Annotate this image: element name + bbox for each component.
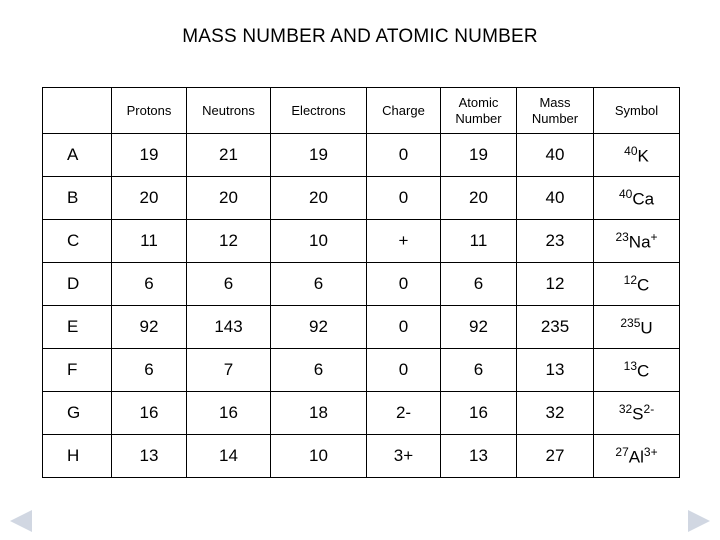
cell-charge: 3+: [367, 435, 441, 478]
cell-electrons: 6: [271, 349, 367, 392]
row-label: A: [43, 134, 112, 177]
cell-electrons: 18: [271, 392, 367, 435]
cell-mass: 13: [517, 349, 594, 392]
cell-atomic: 20: [441, 177, 517, 220]
row-label: C: [43, 220, 112, 263]
header-charge: Charge: [367, 88, 441, 134]
cell-protons: 6: [112, 263, 187, 306]
cell-electrons: 10: [271, 435, 367, 478]
cell-mass: 32: [517, 392, 594, 435]
cell-charge: 0: [367, 134, 441, 177]
table-row: [43, 435, 680, 478]
symbol-mass-number: 235: [620, 315, 641, 330]
symbol-element: S: [632, 404, 644, 424]
cell-charge: 0: [367, 306, 441, 349]
symbol-mass-number: 40: [618, 186, 633, 201]
cell-neutrons: 20: [187, 177, 271, 220]
cell-electrons: 20: [271, 177, 367, 220]
header-row: [43, 88, 680, 134]
cell-electrons: 19: [271, 134, 367, 177]
cell-charge: +: [367, 220, 441, 263]
cell-charge: 2-: [367, 392, 441, 435]
header-corner: [43, 88, 112, 134]
cell-protons: 13: [112, 435, 187, 478]
cell-mass: 40: [517, 177, 594, 220]
cell-atomic: 13: [441, 435, 517, 478]
cell-mass: 235: [517, 306, 594, 349]
symbol-mass-number: 32: [618, 401, 633, 416]
header-neutrons: Neutrons: [187, 88, 271, 134]
row-label: H: [43, 435, 112, 478]
cell-electrons: 6: [271, 263, 367, 306]
atomic-table: [42, 87, 680, 478]
page-title: MASS NUMBER AND ATOMIC NUMBER: [182, 26, 538, 47]
symbol-element: C: [637, 361, 650, 381]
cell-atomic: 92: [441, 306, 517, 349]
row-label: F: [43, 349, 112, 392]
cell-symbol: [594, 306, 680, 349]
cell-protons: 6: [112, 349, 187, 392]
table-row: [43, 349, 680, 392]
symbol-mass-number: 13: [623, 358, 638, 373]
cell-mass: 23: [517, 220, 594, 263]
cell-symbol: [594, 220, 680, 263]
cell-protons: 16: [112, 392, 187, 435]
cell-electrons: 10: [271, 220, 367, 263]
symbol-charge: +: [650, 229, 658, 244]
cell-protons: 11: [112, 220, 187, 263]
cell-charge: 0: [367, 349, 441, 392]
cell-atomic: 19: [441, 134, 517, 177]
table-row: [43, 177, 680, 220]
cell-protons: 92: [112, 306, 187, 349]
table-row: [43, 306, 680, 349]
row-label: E: [43, 306, 112, 349]
cell-charge: 0: [367, 177, 441, 220]
symbol-mass-number: 27: [615, 444, 629, 459]
table-row: [43, 134, 680, 177]
symbol-charge: 3+: [643, 444, 658, 459]
cell-neutrons: 12: [187, 220, 271, 263]
cell-charge: 0: [367, 263, 441, 306]
cell-symbol: [594, 392, 680, 435]
header-symbol: Symbol: [594, 88, 680, 134]
cell-symbol: [594, 134, 680, 177]
symbol-mass-number: 23: [615, 229, 629, 244]
cell-neutrons: 6: [187, 263, 271, 306]
triangle-left-icon[interactable]: [10, 510, 32, 532]
symbol-element: C: [637, 275, 650, 295]
row-label: D: [43, 263, 112, 306]
symbol-element: Ca: [632, 189, 655, 209]
cell-symbol: [594, 263, 680, 306]
header-electrons: Electrons: [271, 88, 367, 134]
symbol-mass-number: 12: [623, 272, 638, 287]
cell-electrons: 92: [271, 306, 367, 349]
cell-protons: 19: [112, 134, 187, 177]
symbol-element: Na: [628, 232, 651, 252]
cell-atomic: 16: [441, 392, 517, 435]
header-mass-number: Mass Number: [517, 88, 594, 134]
cell-neutrons: 143: [187, 306, 271, 349]
cell-atomic: 6: [441, 263, 517, 306]
cell-mass: 40: [517, 134, 594, 177]
symbol-element: Al: [628, 447, 644, 467]
symbol-charge: 2-: [643, 401, 655, 416]
cell-neutrons: 16: [187, 392, 271, 435]
table-row: [43, 263, 680, 306]
header-protons: Protons: [112, 88, 187, 134]
cell-neutrons: 14: [187, 435, 271, 478]
cell-atomic: 6: [441, 349, 517, 392]
symbol-element: K: [637, 146, 649, 166]
cell-mass: 12: [517, 263, 594, 306]
cell-symbol: [594, 435, 680, 478]
header-atomic-number: Atomic Number: [441, 88, 517, 134]
symbol-mass-number: 40: [624, 143, 638, 158]
cell-atomic: 11: [441, 220, 517, 263]
cell-neutrons: 21: [187, 134, 271, 177]
row-label: G: [43, 392, 112, 435]
cell-symbol: [594, 349, 680, 392]
triangle-right-icon[interactable]: [688, 510, 710, 532]
cell-symbol: [594, 177, 680, 220]
table-row: [43, 392, 680, 435]
row-label: B: [43, 177, 112, 220]
table-row: [43, 220, 680, 263]
cell-mass: 27: [517, 435, 594, 478]
cell-neutrons: 7: [187, 349, 271, 392]
cell-protons: 20: [112, 177, 187, 220]
symbol-element: U: [640, 318, 653, 338]
